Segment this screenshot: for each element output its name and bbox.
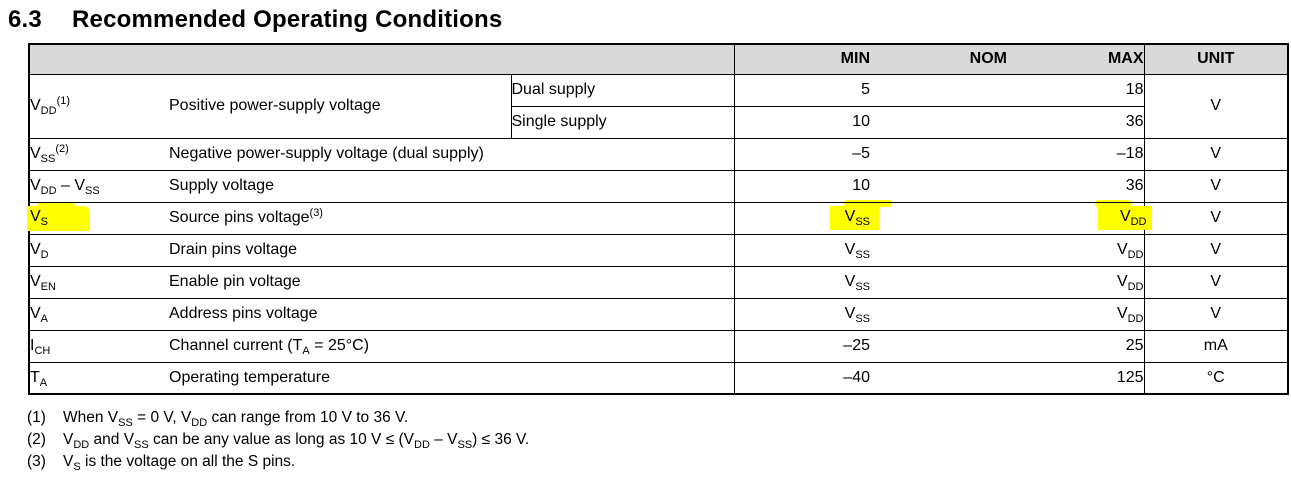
symbol-cell: $V_{SS}^{(2)}$ — [29, 138, 169, 170]
symbol-cell: $V_{DD}^{(1)}$ — [29, 74, 169, 138]
description-cell: Positive power-supply voltage — [169, 74, 511, 138]
min-cell: –40 — [734, 362, 870, 394]
header-max: MAX — [1007, 44, 1144, 74]
nom-cell — [870, 106, 1007, 138]
unit-cell: V — [1144, 138, 1288, 170]
description-cell: Supply voltage — [169, 170, 734, 202]
nom-cell — [870, 234, 1007, 266]
section-title — [0, 0, 1291, 34]
description-cell: Channel current $(T_A = 25^\circ C)$ — [169, 330, 734, 362]
nom-cell — [870, 266, 1007, 298]
unit-cell: V — [1144, 234, 1288, 266]
symbol-cell: $I_{CH}$ — [29, 330, 169, 362]
table-row-vs-highlighted — [29, 202, 1288, 234]
table-row-ich — [29, 330, 1288, 362]
footnote-text: When $V_{SS} = 0$ V, $V_{DD}$ can range from 10 V to 36 V. — [63, 409, 409, 430]
footnote-number: (1) — [27, 409, 46, 426]
symbol-cell: $V_{DD} - V_{SS}$ — [29, 170, 169, 202]
table-row-ta — [29, 362, 1288, 394]
min-cell: –5 — [734, 138, 870, 170]
nom-cell — [870, 170, 1007, 202]
section-number: 6.3 — [8, 6, 42, 33]
footnote-number: (2) — [27, 431, 46, 448]
nom-cell — [870, 362, 1007, 394]
description-cell: Enable pin voltage — [169, 266, 734, 298]
min-cell: 5 — [734, 74, 870, 106]
yellow-highlight: $V_S$ — [27, 206, 90, 231]
table-row-vd — [29, 234, 1288, 266]
unit-cell: V — [1144, 74, 1288, 138]
table-row-vdd-minus-vss — [29, 170, 1288, 202]
unit-cell: V — [1144, 170, 1288, 202]
max-cell: $V_{DD}$ — [1007, 234, 1144, 266]
header-min: MIN — [734, 44, 870, 74]
unit-cell: V — [1144, 202, 1288, 234]
header-nom: NOM — [870, 44, 1007, 74]
unit-cell: °C — [1144, 362, 1288, 394]
max-cell: 18 — [1007, 74, 1144, 106]
symbol-cell — [29, 202, 169, 234]
yellow-highlight: $V_{SS}$ — [830, 206, 879, 230]
description-cell: Negative power-supply voltage (dual supply) — [169, 138, 734, 170]
yellow-highlight: $V_{DD}$ — [1098, 206, 1152, 230]
table-row-ven — [29, 266, 1288, 298]
min-cell — [734, 202, 870, 234]
nom-cell — [870, 202, 1007, 234]
symbol-cell: $V_{EN}$ — [29, 266, 169, 298]
max-cell: $V_{DD}$ — [1007, 298, 1144, 330]
min-cell: $V_{SS}$ — [734, 266, 870, 298]
table-row-va — [29, 298, 1288, 330]
min-cell: $V_{SS}$ — [734, 298, 870, 330]
footnote-number: (3) — [27, 453, 46, 470]
min-cell: $V_{SS}$ — [734, 234, 870, 266]
description-cell: Source pins voltage$^{(3)}$ — [169, 202, 734, 234]
nom-cell — [870, 330, 1007, 362]
footnote-3 — [27, 451, 1291, 473]
nom-cell — [870, 74, 1007, 106]
unit-cell: V — [1144, 266, 1288, 298]
condition-cell: Dual supply — [511, 74, 734, 106]
footnote-text: $V_{DD}$ and $V_{SS}$ can be any value as long as 10 $V \le (V_{DD} - V_{SS}) \le 36$ V. — [63, 431, 530, 452]
description-cell: Operating temperature — [169, 362, 734, 394]
description-cell: Address pins voltage — [169, 298, 734, 330]
symbol-cell: $T_A$ — [29, 362, 169, 394]
symbol-cell: $V_A$ — [29, 298, 169, 330]
recommended-operating-conditions-table — [28, 43, 1289, 395]
nom-cell — [870, 138, 1007, 170]
header-unit: UNIT — [1144, 44, 1288, 74]
symbol-cell: $V_D$ — [29, 234, 169, 266]
max-cell: $V_{DD}$ — [1007, 266, 1144, 298]
max-cell: 36 — [1007, 106, 1144, 138]
footnotes — [27, 407, 1291, 473]
max-cell: 25 — [1007, 330, 1144, 362]
max-cell: 36 — [1007, 170, 1144, 202]
table-row-vss — [29, 138, 1288, 170]
unit-cell: mA — [1144, 330, 1288, 362]
min-cell: 10 — [734, 170, 870, 202]
footnote-1 — [27, 407, 1291, 429]
footnote-2 — [27, 429, 1291, 451]
unit-cell: V — [1144, 298, 1288, 330]
header-blank-cell — [29, 44, 734, 74]
section-name: Recommended Operating Conditions — [72, 6, 503, 33]
max-cell: 125 — [1007, 362, 1144, 394]
footnote-text: $V_S$ is the voltage on all the S pins. — [63, 453, 296, 474]
description-cell: Drain pins voltage — [169, 234, 734, 266]
min-cell: –25 — [734, 330, 870, 362]
condition-cell: Single supply — [511, 106, 734, 138]
table-row-vdd-dual — [29, 74, 1288, 106]
nom-cell — [870, 298, 1007, 330]
max-cell: –18 — [1007, 138, 1144, 170]
max-cell — [1007, 202, 1147, 234]
table-header-row — [29, 44, 1288, 74]
min-cell: 10 — [734, 106, 870, 138]
